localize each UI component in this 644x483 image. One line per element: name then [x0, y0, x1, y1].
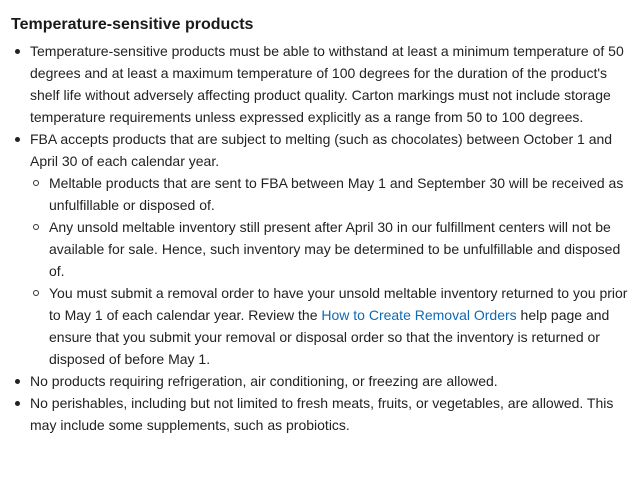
removal-orders-help-link[interactable]: How to Create Removal Orders	[321, 307, 517, 323]
sublist-item-unsold-inventory	[49, 216, 634, 282]
meltable-sublist	[30, 172, 634, 370]
list-item-text: No products requiring refrigeration, air conditioning, or freezing are allowed.	[30, 373, 498, 389]
sublist-item-text-after: help page and ensure that you submit your removal or disposal order so that the inventory is returned or disposed of before May 1.	[49, 307, 610, 367]
sublist-item-text-before: You must submit a removal order to have your unsold meltable inventory returned to you prior to May 1 of each calendar year. Review the	[49, 285, 628, 323]
sublist-item-received-unfulfillable	[49, 172, 634, 216]
list-item-meltable-products	[30, 128, 634, 370]
section-heading: Temperature-sensitive products	[11, 16, 254, 33]
list-item-temperature-range	[30, 40, 634, 128]
sublist-item-removal-order	[49, 282, 634, 370]
list-item-no-refrigeration	[30, 370, 634, 392]
requirements-list	[11, 40, 634, 436]
sublist-item-text: Any unsold meltable inventory still present after April 30 in our fulfillment centers will not be available for sale. Hence, such inventory may be determined to be unfulfillable and disposed of.	[49, 219, 621, 279]
list-item-text: No perishables, including but not limited to fresh meats, fruits, or vegetables, are allowed. This may include some supplements, such as probiotics.	[30, 395, 614, 433]
sublist-item-text: Meltable products that are sent to FBA between May 1 and September 30 will be received as unfulfillable or disposed of.	[49, 175, 624, 213]
list-item-text: FBA accepts products that are subject to melting (such as chocolates) between October 1 and April 30 of each calendar year.	[30, 131, 613, 169]
list-item-text: Temperature-sensitive products must be able to withstand at least a minimum temperature of 50 degrees and at least a maximum temperature of 100 degrees for the duration of the product's shelf life without adversely affecting product quality. Carton markings must not include storage temperature requirements unless expressed explicitly as a range from 50 to 100 degrees.	[30, 43, 624, 125]
list-item-no-perishables	[30, 392, 634, 436]
